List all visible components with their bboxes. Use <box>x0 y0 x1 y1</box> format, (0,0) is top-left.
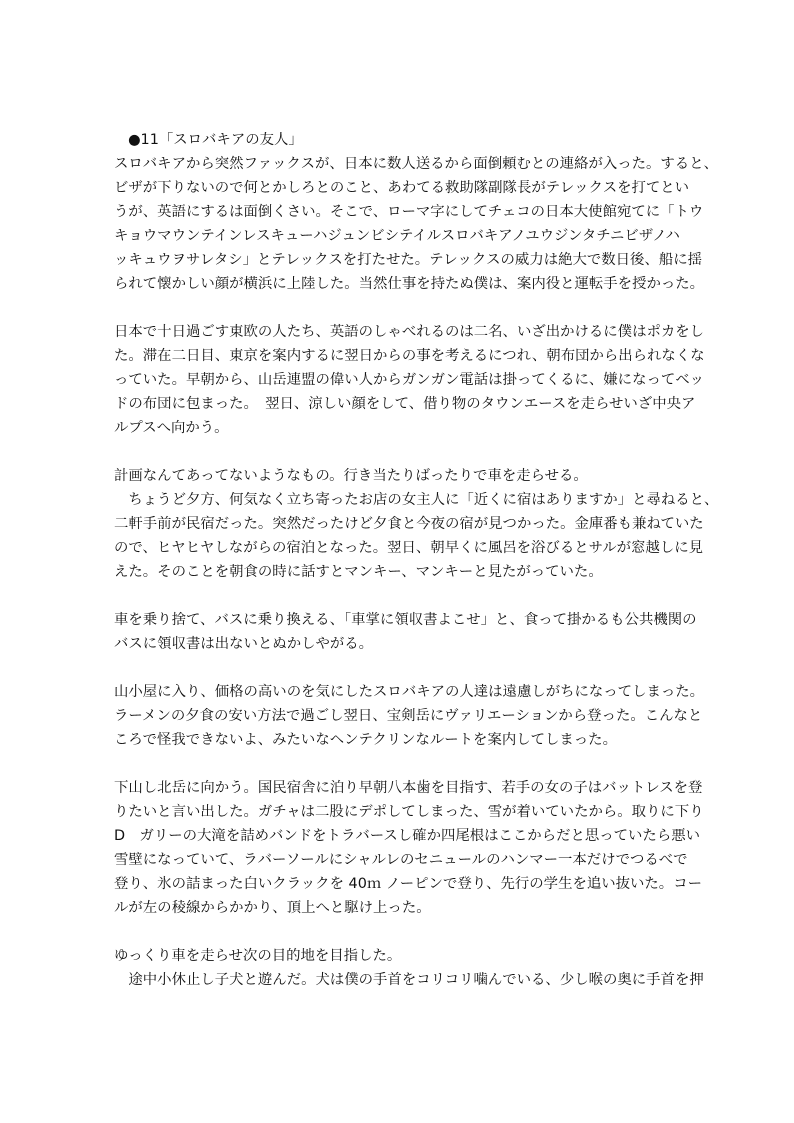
paragraph-break <box>114 920 694 944</box>
text-line: バスに領収書は出ないとぬかしやがる。 <box>114 636 374 652</box>
text-line: 途中小休止し子犬と遊んだ。犬は僕の手首をコリコリ噛んでいる、少し喉の奥に手首を押 <box>114 972 704 988</box>
text-line: ゆっくり車を走らせ次の目的地を目指した。 <box>114 948 402 964</box>
text-line: 車を乗り捨て、バスに乗り換える、「車掌に領収書よこせ」と、食って掛かるも公共機関の <box>114 612 697 628</box>
paragraph-break <box>114 440 694 464</box>
text-line: スロバキアから突然ファックスが、日本に数人送るから面倒頼むとの連絡が入った。すると、 <box>114 156 718 172</box>
text-line: ッキュウヲサレタシ」とテレックスを打たせた。テレックスの威力は絶大で数日後、船に揺 <box>114 252 703 268</box>
paragraph-break <box>114 656 694 680</box>
text-line: 山小屋に入り、価格の高いのを気にしたスロバキアの人達は遠慮しがちになってしまった。 <box>114 684 705 700</box>
paragraph-break <box>114 752 694 776</box>
text-line: られて懐かしい顔が横浜に上陸した。当然仕事を持たぬ僕は、案内役と運転手を授かった。 <box>114 276 705 292</box>
text-line: っていた。早朝から、山岳連盟の偉い人からガンガン電話は掛ってくるに、嫌になってベッ <box>114 372 705 388</box>
text-line: えた。そのことを朝食の時に話すとマンキー、マンキーと見たがっていた。 <box>114 564 603 580</box>
document-body <box>114 152 719 992</box>
text-line: ドの布団に包まった。 翌日、涼しい顔をして、借り物のタウンエースを走らせいざ中央ア <box>114 396 696 412</box>
paragraph-break <box>114 296 694 320</box>
text-line: 日本で十日過ごす東欧の人たち、英語のしゃべれるのは二名、いざ出かけるに僕はポカをし <box>114 324 705 340</box>
text-line: ルプスへ向かう。 <box>114 420 229 436</box>
text-line: た。滞在二日目、東京を案内するに翌日からの事を考えるにつれ、朝布団から出られなくな <box>114 348 705 364</box>
text-line: ので、ヒヤヒヤしながらの宿泊となった。翌日、朝早くに風呂を浴びるとサルが窓越しに見 <box>114 540 704 556</box>
document-page <box>114 128 719 992</box>
paragraph-break <box>114 584 694 608</box>
text-line: ラーメンの夕食の安い方法で過ごし翌日、宝剣岳にヴァリエーションから登った。こんなと <box>114 708 703 724</box>
text-line: ルが左の稜線からかかり、頂上へと駆け上った。 <box>114 900 431 916</box>
text-line: 登り、氷の詰まった白いクラックを 40ｍ ノーピンで登り、先行の学生を追い抜いた。コー <box>114 876 702 892</box>
text-line: 下山し北岳に向かう。国民宿舎に泊り早朝八本歯を目指す、若手の女の子はバットレスを登 <box>114 780 703 796</box>
section-heading: ●11「スロバキアの友人」 <box>128 132 303 148</box>
text-line: 雪壁になっていて、ラバーソールにシャルレのセニュールのハンマー一本だけでつるべで <box>114 852 688 868</box>
text-line: 計画なんてあってないようなもの。行き当たりばったりで車を走らせる。 <box>114 468 588 484</box>
text-line: D ガリーの大滝を詰めバンドをトラバースし確か四尾根はここからだと思っていたら悪い <box>114 828 700 844</box>
text-line: ビザが下りないので何とかしろとのこと、あわてる救助隊副隊長がテレックスを打てとい <box>114 180 690 196</box>
text-line: うが、英語にするは面倒くさい。そこで、ローマ字にしてチェコの日本大使館宛てに「トウ <box>114 204 704 220</box>
text-line: 二軒手前が民宿だった。突然だったけど夕食と今夜の宿が見つかった。金庫番も兼ねていた <box>114 516 704 532</box>
text-line: りたいと言い出した。ガチャは二股にデポしてしまった、雪が着いていたから。取りに下り <box>114 804 704 820</box>
text-line: ちょうど夕方、何気なく立ち寄ったお店の女主人に「近くに宿はありますか」と尋ねると、 <box>114 492 719 508</box>
text-line: ころで怪我できないよ、みたいなヘンテクリンなルートを案内してしまった。 <box>114 732 617 748</box>
text-line: キョウマウンテインレスキューハジュンビシテイルスロバキアノユウジンタチニビザノハ <box>114 228 680 244</box>
